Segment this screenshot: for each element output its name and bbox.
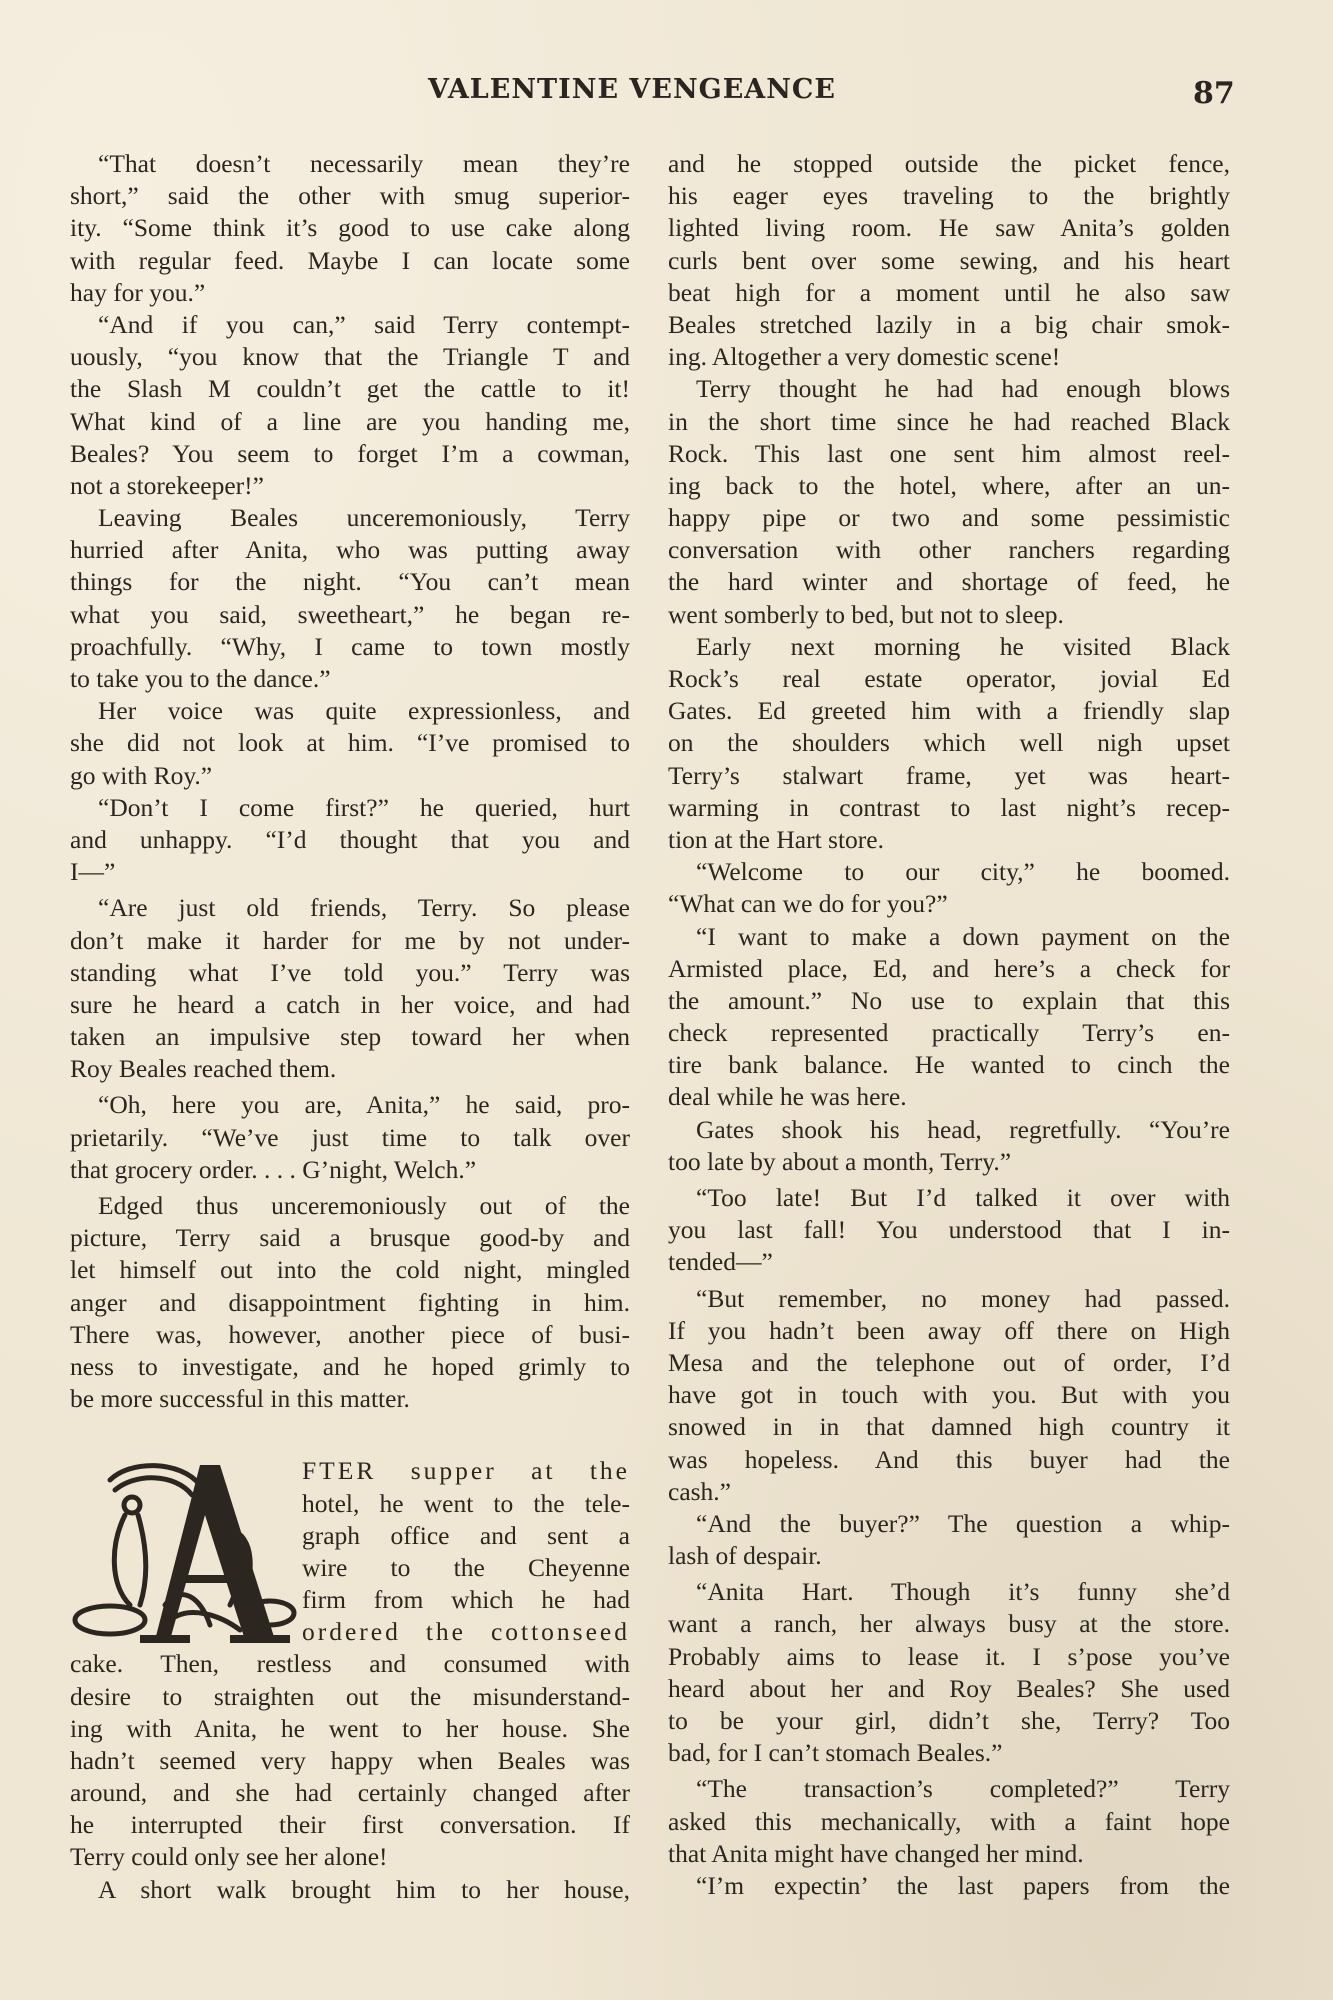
text-line: what you said, sweetheart,” he began re-	[70, 599, 630, 629]
text-line: “What can we do for you?”	[668, 889, 948, 919]
text-line: sure he heard a catch in her voice, and had	[70, 989, 630, 1019]
text-line: and unhappy. “I’d thought that you and	[70, 824, 630, 854]
text-line: tion at the Hart store.	[668, 824, 884, 854]
text-line: What kind of a line are you handing me,	[70, 406, 630, 436]
text-line: too late by about a month, Terry.”	[668, 1146, 1012, 1176]
left-column-text-top	[70, 148, 630, 1415]
text-line: she did not look at him. “I’ve promised to	[70, 728, 630, 758]
text-line: If you hadn’t been away off there on High	[668, 1315, 1230, 1345]
text-line: “Are just old friends, Terry. So please	[98, 893, 630, 923]
section-break	[70, 1415, 630, 1455]
text-line: wire to the Cheyenne	[302, 1552, 630, 1582]
text-line: around, and she had certainly changed after	[70, 1778, 630, 1808]
running-header-title: VALENTINE VENGEANCE	[428, 74, 836, 105]
text-line: have got in touch with you. But with you	[668, 1380, 1230, 1410]
text-line: “But remember, no money had passed.	[696, 1283, 1230, 1313]
text-line: proachfully. “Why, I came to town mostly	[70, 631, 630, 661]
text-line: the Slash M couldn’t get the cattle to it!	[70, 374, 630, 404]
right-column	[668, 148, 1230, 1902]
text-line: prietarily. “We’ve just time to talk over	[70, 1122, 630, 1152]
text-line: tended—”	[668, 1247, 773, 1277]
text-line: hadn’t seemed very happy when Beales was	[70, 1745, 630, 1775]
text-line: happy pipe or two and some pessimistic	[668, 503, 1230, 533]
text-line: Terry could only see her alone!	[70, 1842, 388, 1872]
text-line: firm from which he had	[302, 1585, 630, 1615]
text-line: with regular feed. Maybe I can locate some	[70, 245, 630, 275]
text-line: deal while he was here.	[668, 1082, 907, 1112]
text-line: Beales stretched lazily in a big chair smok-	[668, 309, 1230, 339]
text-line: ing. Altogether a very domestic scene!	[668, 342, 1061, 372]
right-column-text	[668, 148, 1230, 1902]
text-line: Gates shook his head, regretfully. “You’re	[696, 1114, 1230, 1144]
text-line: want a ranch, her always busy at the store.	[668, 1609, 1230, 1639]
text-line: ordered the cottonseed	[302, 1617, 630, 1647]
text-line: Beales? You seem to forget I’m a cowman,	[70, 438, 630, 468]
text-line: standing what I’ve told you.” Terry was	[70, 957, 630, 987]
text-line: the amount.” No use to explain that this	[668, 985, 1230, 1015]
text-line: heard about her and Roy Beales? She used	[668, 1673, 1230, 1703]
text-line: ity. “Some think it’s good to use cake along	[70, 213, 630, 243]
text-line: Early next morning he visited Black	[696, 631, 1230, 661]
text-line: “That doesn’t necessarily mean they’re	[98, 149, 630, 178]
text-line: Mesa and the telephone out of order, I’d	[668, 1347, 1230, 1377]
text-line: tire bank balance. He wanted to cinch the	[668, 1050, 1230, 1080]
text-line: Terry thought he had had enough blows	[696, 374, 1230, 404]
text-line: lighted living room. He saw Anita’s golden	[668, 213, 1230, 243]
text-line: and he stopped outside the picket fence,	[668, 149, 1230, 178]
text-line: to take you to the dance.”	[70, 664, 331, 693]
text-line: Rock. This last one sent him almost reel-	[668, 438, 1230, 468]
text-line: taken an impulsive step toward her when	[70, 1022, 630, 1052]
text-line: FTER supper at the	[302, 1456, 630, 1486]
left-column-text-bottom	[70, 1648, 630, 1906]
text-line: things for the night. “You can’t mean	[70, 567, 630, 597]
text-line: picture, Terry said a brusque good-by and	[70, 1223, 630, 1253]
text-line: check represented practically Terry’s en-	[668, 1018, 1230, 1048]
text-line: graph office and sent a	[302, 1520, 630, 1550]
text-line: asked this mechanically, with a faint hope	[668, 1806, 1230, 1836]
text-line: “Welcome to our city,” he boomed.	[696, 857, 1230, 887]
text-line: A short walk brought him to her house,	[98, 1874, 630, 1904]
text-line: “The transaction’s completed?” Terry	[696, 1774, 1230, 1804]
text-line: “Oh, here you are, Anita,” he said, pro-	[98, 1090, 630, 1120]
text-line: Her voice was quite expressionless, and	[98, 696, 630, 726]
text-line: anger and disappointment fighting in him.	[70, 1287, 630, 1317]
text-line: warming in contrast to last night’s recep-	[668, 792, 1230, 822]
text-line: be more successful in this matter.	[70, 1384, 410, 1414]
text-line: cash.”	[668, 1476, 732, 1506]
text-line: ness to investigate, and he hoped grimly to	[70, 1351, 630, 1381]
text-line: his eager eyes traveling to the brightly	[668, 181, 1230, 211]
text-line: conversation with other ranchers regarding	[668, 535, 1230, 565]
text-line: “Don’t I come first?” he queried, hurt	[98, 792, 630, 822]
text-line: don’t make it harder for me by not under-	[70, 925, 630, 955]
text-line: hay for you.”	[70, 277, 206, 307]
text-line: “Too late! But I’d talked it over with	[696, 1183, 1230, 1212]
text-line: uously, “you know that the Triangle T and	[70, 342, 630, 372]
text-line: snowed in in that damned high country it	[668, 1412, 1230, 1442]
text-line: on the shoulders which well nigh upset	[668, 728, 1230, 758]
text-line: you last fall! You understood that I in-	[668, 1215, 1230, 1245]
text-line: ing back to the hotel, where, after an un-	[668, 470, 1230, 500]
text-line: Edged thus unceremoniously out of the	[98, 1191, 630, 1220]
left-column	[70, 148, 630, 1906]
text-line: Roy Beales reached them.	[70, 1054, 337, 1084]
text-line: he interrupted their first conversation. If	[70, 1810, 630, 1840]
text-line: I—”	[70, 857, 116, 887]
text-line: not a storekeeper!”	[70, 470, 264, 500]
text-line: curls bent over some sewing, and his heart	[668, 245, 1230, 275]
text-line: hotel, he went to the tele-	[302, 1488, 630, 1518]
text-line: cake. Then, restless and consumed with	[70, 1649, 630, 1679]
text-line: to be your girl, didn’t she, Terry? Too	[668, 1706, 1230, 1735]
text-line: went somberly to bed, but not to sleep.	[668, 599, 1064, 629]
text-line: Leaving Beales unceremoniously, Terry	[98, 503, 630, 533]
page-number: 87	[1193, 76, 1235, 111]
text-line: ing with Anita, he went to her house. She	[70, 1713, 630, 1743]
text-line: Rock’s real estate operator, jovial Ed	[668, 664, 1230, 693]
text-line: that Anita might have changed her mind.	[668, 1838, 1084, 1868]
text-line: Armisted place, Ed, and here’s a check for	[668, 953, 1230, 983]
text-line: Probably aims to lease it. I s’pose you’ve	[668, 1641, 1230, 1671]
text-line: was hopeless. And this buyer had the	[668, 1444, 1230, 1474]
text-line: lash of despair.	[668, 1541, 822, 1571]
dropcap-paragraph	[70, 1455, 630, 1648]
text-line: go with Roy.”	[70, 760, 213, 790]
text-line: beat high for a moment until he also saw	[668, 277, 1230, 307]
text-line: bad, for I can’t stomach Beales.”	[668, 1738, 1003, 1768]
text-line: “Anita Hart. Though it’s funny she’d	[696, 1577, 1230, 1607]
text-line: Gates. Ed greeted him with a friendly slap	[668, 696, 1230, 726]
text-line: “And if you can,” said Terry contempt-	[98, 309, 630, 339]
text-line: hurried after Anita, who was putting away	[70, 535, 630, 565]
text-line: the hard winter and shortage of feed, he	[668, 567, 1230, 597]
text-line: that grocery order. . . . G’night, Welch.”	[70, 1154, 477, 1184]
dropcap-side-lines	[302, 1455, 630, 1648]
ornamental-dropcap-a-icon	[70, 1455, 300, 1648]
text-line: desire to straighten out the misunderstand-	[70, 1681, 630, 1711]
text-line: Terry’s stalwart frame, yet was heart-	[668, 760, 1230, 790]
text-line: “I’m expectin’ the last papers from the	[696, 1870, 1230, 1900]
text-line: “And the buyer?” The question a whip-	[696, 1508, 1230, 1538]
text-line: short,” said the other with smug superior-	[70, 181, 630, 211]
text-line: let himself out into the cold night, mingled	[70, 1255, 630, 1285]
text-line: “I want to make a down payment on the	[696, 921, 1230, 951]
text-line: There was, however, another piece of busi-	[70, 1319, 630, 1349]
text-line: in the short time since he had reached Black	[668, 406, 1230, 436]
